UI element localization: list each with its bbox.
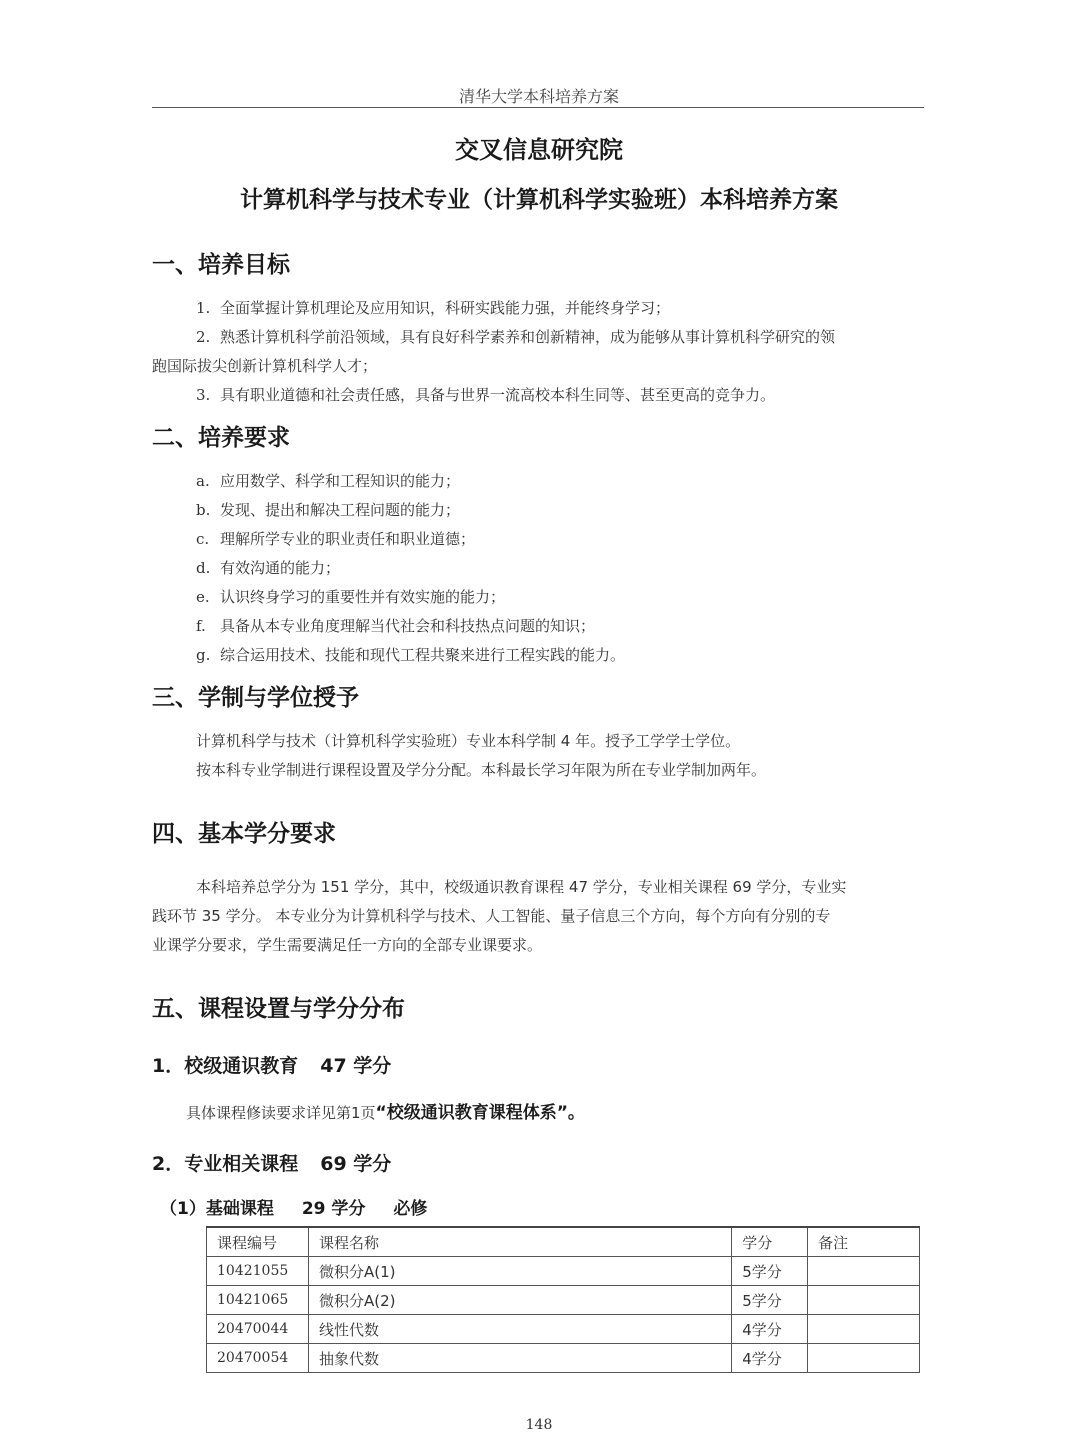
req-item-e-num: e. bbox=[196, 588, 210, 606]
running-header: 清华大学本科培养方案 bbox=[458, 87, 619, 106]
table-row bbox=[207, 1344, 920, 1373]
section1-heading: 一、培养目标 bbox=[152, 252, 290, 278]
req-item-e bbox=[196, 586, 505, 607]
goal-item-2-text: 熟悉计算机科学前沿领域，具有良好科学素养和创新精神，成为能够从事计算机科学研究的领 bbox=[220, 328, 836, 346]
section2-heading: 二、培养要求 bbox=[152, 425, 290, 451]
course-note bbox=[808, 1286, 920, 1315]
goal-item-2 bbox=[196, 326, 835, 347]
course-note bbox=[808, 1344, 920, 1373]
page-number: 148 bbox=[525, 1417, 553, 1433]
table-row bbox=[207, 1257, 920, 1286]
table-row bbox=[207, 1315, 920, 1344]
goal-item-1-num: 1. bbox=[196, 299, 211, 317]
basic-courses-type: 必修 bbox=[393, 1199, 428, 1219]
req-item-g bbox=[196, 644, 625, 665]
course-code: 20470054 bbox=[207, 1344, 309, 1373]
goal-item-3-text: 具有职业道德和社会责任感，具备与世界一流高校本科生同等、甚至更高的竞争力。 bbox=[220, 386, 776, 404]
course-credits: 5学分 bbox=[732, 1257, 808, 1286]
header-course-code: 课程编号 bbox=[207, 1227, 309, 1257]
goal-item-2-cont: 跑国际拔尖创新计算机科学人才； bbox=[152, 357, 378, 375]
req-item-e-text: 认识终身学习的重要性并有效实施的能力； bbox=[220, 588, 506, 606]
req-item-g-text: 综合运用技术、技能和现代工程共聚来进行工程实践的能力。 bbox=[220, 646, 626, 664]
course-name: 微积分A(1) bbox=[308, 1257, 731, 1286]
course-note bbox=[808, 1257, 920, 1286]
general-education-note bbox=[186, 1098, 585, 1123]
section4-line3: 业课学分要求，学生需要满足任一方向的全部专业课要求。 bbox=[152, 936, 543, 954]
section5-heading: 五、课程设置与学分分布 bbox=[152, 996, 405, 1022]
goal-item-1 bbox=[196, 297, 670, 318]
course-code: 20470044 bbox=[207, 1315, 309, 1344]
course-credits: 5学分 bbox=[732, 1286, 808, 1315]
section4-heading: 四、基本学分要求 bbox=[152, 821, 336, 847]
goal-item-3 bbox=[196, 384, 775, 405]
course-note bbox=[808, 1315, 920, 1344]
req-item-g-num: g. bbox=[196, 646, 211, 664]
institute-title: 交叉信息研究院 bbox=[455, 136, 623, 164]
req-item-b-num: b. bbox=[196, 501, 211, 519]
subsection-general-education-label: 1．校级通识教育 bbox=[152, 1055, 299, 1077]
course-credits: 4学分 bbox=[732, 1344, 808, 1373]
req-item-b-text: 发现、提出和解决工程问题的能力； bbox=[220, 501, 461, 519]
section3-line1: 计算机科学与技术（计算机科学实验班）专业本科学制 4 年。授予工学学士学位。 bbox=[196, 732, 741, 750]
subsection-major-courses-label: 2．专业相关课程 bbox=[152, 1153, 299, 1175]
req-item-d-text: 有效沟通的能力； bbox=[220, 559, 341, 577]
section4-line1: 本科培养总学分为 151 学分，其中，校级通识教育课程 47 学分，专业相关课程 69 学分，专业实 bbox=[196, 878, 847, 896]
course-name: 线性代数 bbox=[308, 1315, 731, 1344]
subsection-major-courses bbox=[152, 1149, 391, 1176]
program-title: 计算机科学与技术专业（计算机科学实验班）本科培养方案 bbox=[240, 187, 838, 213]
req-item-d-num: d. bbox=[196, 559, 211, 577]
subsection-major-courses-credits: 69 学分 bbox=[320, 1153, 392, 1175]
section3-line2: 按本科专业学制进行课程设置及学分分配。本科最长学习年限为所在专业学制加两年。 bbox=[196, 761, 767, 779]
req-item-f-num: f. bbox=[196, 617, 206, 635]
req-item-c bbox=[196, 528, 475, 549]
table-header-row bbox=[207, 1227, 920, 1257]
req-item-a-text: 应用数学、科学和工程知识的能力； bbox=[220, 472, 461, 490]
table-row bbox=[207, 1286, 920, 1315]
req-item-f-text: 具备从本专业角度理解当代社会和科技热点问题的知识； bbox=[220, 617, 596, 635]
course-code: 10421055 bbox=[207, 1257, 309, 1286]
req-item-b bbox=[196, 499, 460, 520]
goal-item-3-num: 3. bbox=[196, 386, 211, 404]
req-item-d bbox=[196, 557, 340, 578]
section4-line2: 践环节 35 学分。 本专业分为计算机科学与技术、人工智能、量子信息三个方向，每个方向有分别的专 bbox=[152, 907, 831, 925]
subsection-general-education-credits: 47 学分 bbox=[320, 1055, 392, 1077]
course-code: 10421065 bbox=[207, 1286, 309, 1315]
section3-heading: 三、学制与学位授予 bbox=[152, 685, 359, 711]
header-credits: 学分 bbox=[732, 1227, 808, 1257]
subsection-general-education bbox=[152, 1051, 391, 1078]
basic-courses-label: （1）基础课程 bbox=[160, 1199, 274, 1219]
general-education-note-quote: “校级通识教育课程体系”。 bbox=[375, 1103, 585, 1123]
req-item-a bbox=[196, 470, 460, 491]
req-item-f bbox=[196, 615, 595, 636]
req-item-c-text: 理解所学专业的职业责任和职业道德； bbox=[220, 530, 476, 548]
goal-item-2-num: 2. bbox=[196, 328, 211, 346]
req-item-c-num: c. bbox=[196, 530, 210, 548]
goal-item-1-text: 全面掌握计算机理论及应用知识，科研实践能力强，并能终身学习； bbox=[220, 299, 671, 317]
header-divider bbox=[152, 107, 924, 108]
basic-courses-credits: 29 学分 bbox=[301, 1199, 366, 1219]
header-course-name: 课程名称 bbox=[308, 1227, 731, 1257]
course-name: 微积分A(2) bbox=[308, 1286, 731, 1315]
course-credits: 4学分 bbox=[732, 1315, 808, 1344]
header-notes: 备注 bbox=[808, 1227, 920, 1257]
course-name: 抽象代数 bbox=[308, 1344, 731, 1373]
req-item-a-num: a. bbox=[196, 472, 210, 490]
basic-courses-table bbox=[206, 1226, 920, 1373]
subsection-basic-courses bbox=[160, 1194, 455, 1219]
general-education-note-text: 具体课程修读要求详见第1页 bbox=[186, 1104, 376, 1122]
